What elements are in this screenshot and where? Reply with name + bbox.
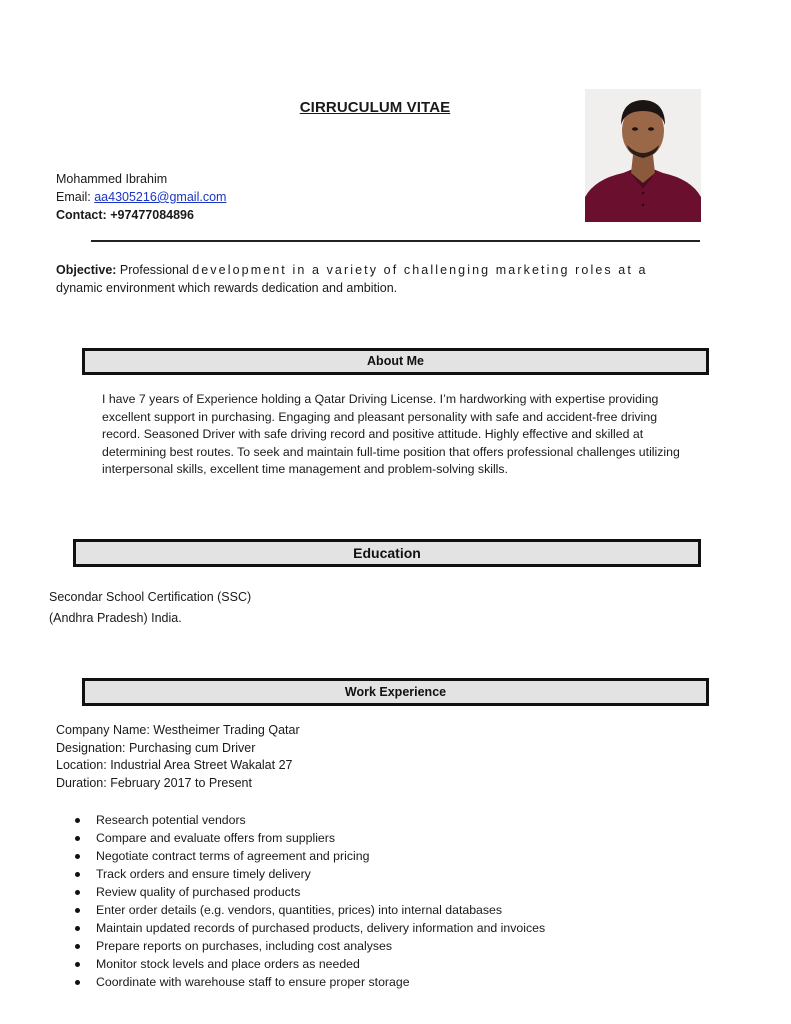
- job-location: Location: Industrial Area Street Wakalat 27: [56, 758, 293, 772]
- duty-item: Coordinate with warehouse staff to ensure proper storage: [56, 973, 736, 991]
- objective-paragraph: [56, 261, 681, 297]
- objective-lead: Professional: [119, 263, 189, 277]
- document-title: CIRRUCULUM VITAE: [299, 99, 451, 116]
- job-duration: Duration: February 2017 to Present: [56, 776, 252, 790]
- duty-item: Review quality of purchased products: [56, 883, 736, 901]
- duty-item: Negotiate contract terms of agreement and pricing: [56, 847, 736, 865]
- duty-item: Track orders and ensure timely delivery: [56, 865, 736, 883]
- contact-line: [56, 206, 194, 224]
- contact-label: Contact:: [56, 208, 107, 222]
- objective-rest: dynamic environment which rewards dedication and ambition.: [56, 281, 398, 295]
- email-label: Email:: [56, 190, 91, 204]
- work-experience-heading: Work Experience: [82, 678, 709, 706]
- about-me-text: I have 7 years of Experience holding a Qatar Driving License. I’m hardworking with expertise providing excellent support in purchasing. Engaging and pleasant personality with safe and accident-free driving record. Seasoned Driver with safe driving record and positive attitude. Highly effective and skilled at determining best routes. To seek and maintain full-time position that offers professional challenges utilizing interpersonal skills, excellent time management and problem-solving skills.: [102, 392, 680, 477]
- duty-item: Enter order details (e.g. vendors, quantities, prices) into internal databases: [56, 901, 736, 919]
- duty-item: Prepare reports on purchases, including cost analyses: [56, 937, 736, 955]
- duty-item: Compare and evaluate offers from suppliers: [56, 829, 736, 847]
- candidate-name: Mohammed Ibrahim: [56, 172, 168, 186]
- about-me-heading: About Me: [82, 348, 709, 375]
- email-line: [56, 188, 226, 206]
- job-designation: Designation: Purchasing cum Driver: [56, 741, 256, 755]
- duty-item: Research potential vendors: [56, 811, 736, 829]
- contact-number: +97477084896: [110, 208, 194, 222]
- objective-label: Objective:: [56, 263, 117, 277]
- duty-item: Monitor stock levels and place orders as needed: [56, 955, 736, 973]
- education-location: (Andhra Pradesh) India.: [49, 611, 182, 625]
- email-link[interactable]: aa4305216@gmail.com: [94, 190, 227, 204]
- profile-photo: [585, 89, 701, 222]
- header-divider: [91, 240, 700, 242]
- job-duties-list: [56, 811, 736, 991]
- education-qualification: Secondar School Certification (SSC): [49, 590, 252, 604]
- duty-item: Maintain updated records of purchased products, delivery information and invoices: [56, 919, 736, 937]
- job-company: Company Name: Westheimer Trading Qatar: [56, 723, 300, 737]
- education-heading: Education: [73, 539, 701, 567]
- profile-photo-image: [585, 89, 701, 222]
- objective-spaced-text: development in a variety of challenging marketing roles at a: [192, 263, 648, 277]
